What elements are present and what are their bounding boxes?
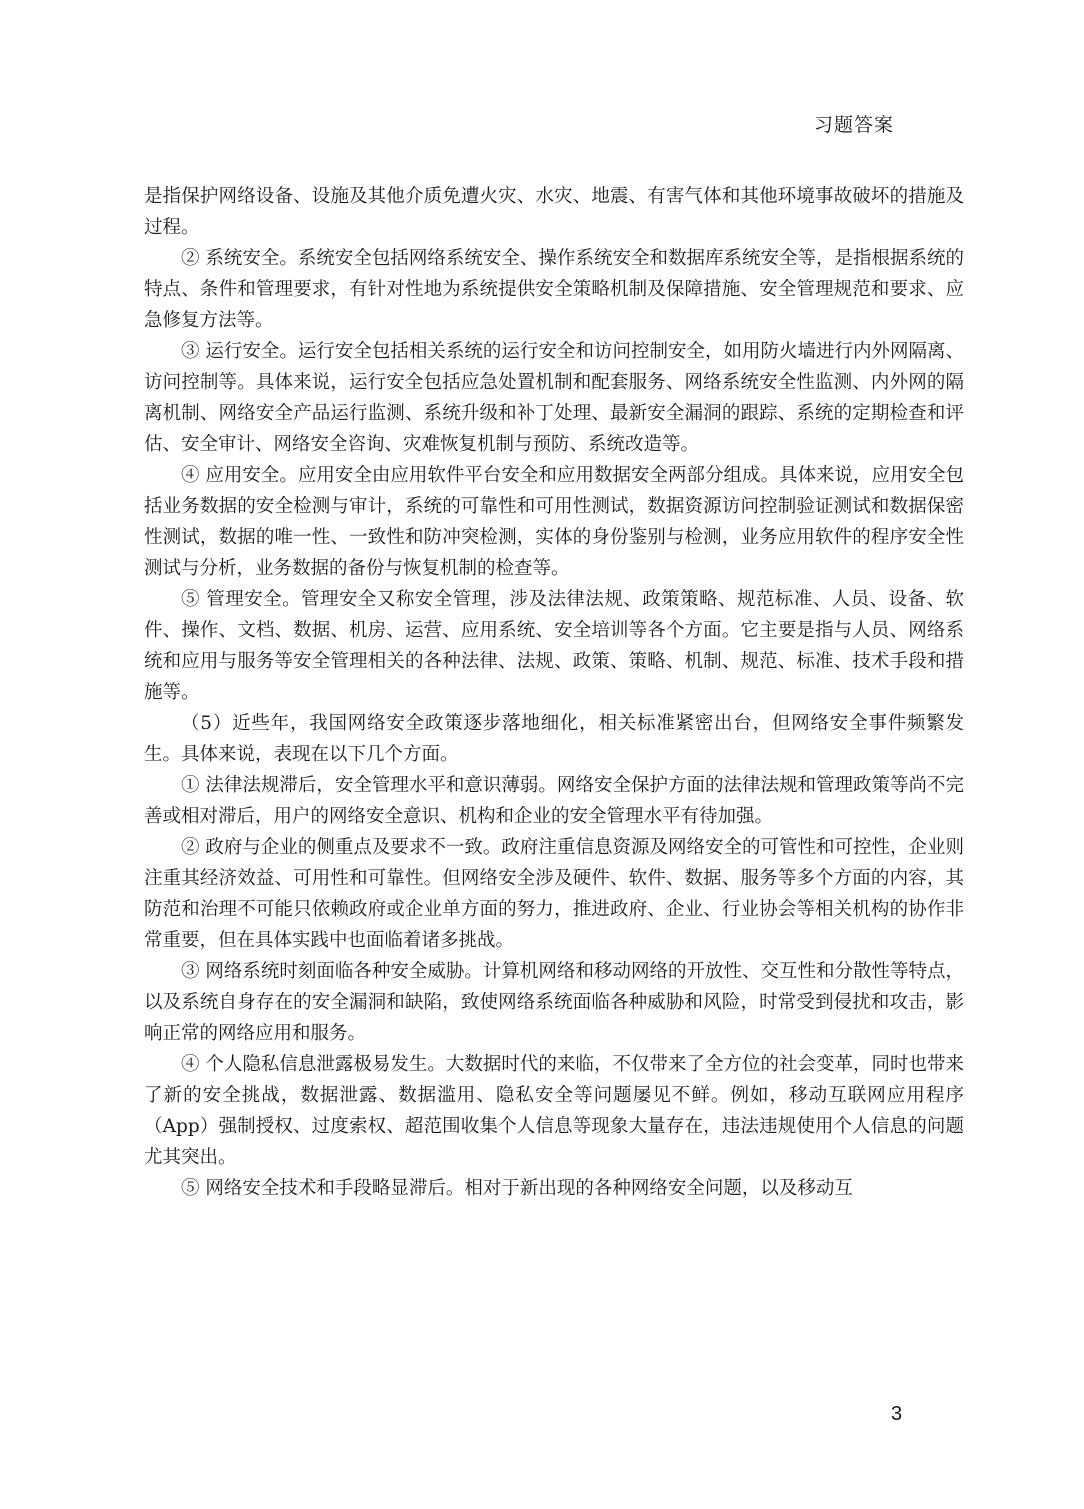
page-number: 3 bbox=[891, 1403, 903, 1425]
paragraph-operation-security: ③ 运行安全。运行安全包括相关系统的运行安全和访问控制安全，如用防火墙进行内外网隔离、访问控制等。具体来说，运行安全包括应急处置机制和配套服务、网络系统安全性监测、内外网的隔离机制、网络安全产品运行监测、系统升级和补丁处理、最新安全漏洞的跟踪、系统的定期检查和评估、安全审计、网络安全咨询、灾难恢复机制与预防、系统改造等。 bbox=[144, 341, 964, 455]
page-body bbox=[144, 181, 964, 1204]
paragraph-network-threats: ③ 网络系统时刻面临各种安全威胁。计算机网络和移动网络的开放性、交互性和分散性等特点，以及系统自身存在的安全漏洞和缺陷，致使网络系统面临各种威胁和风险，时常受到侵扰和攻击，影响正常的网络应用和服务。 bbox=[144, 961, 964, 1044]
paragraph-government-enterprise: ② 政府与企业的侧重点及要求不一致。政府注重信息资源及网络安全的可管性和可控性，企业则注重其经济效益、可用性和可靠性。但网络安全涉及硬件、软件、数据、服务等多个方面的内容，其防范和治理不可能只依赖政府或企业单方面的努力，推进政府、企业、行业协会等相关机构的协作非常重要，但在具体实践中也面临着诸多挑战。 bbox=[144, 837, 964, 951]
paragraph-question-5: （5）近些年，我国网络安全政策逐步落地细化，相关标准紧密出台，但网络安全事件频繁发生。具体来说，表现在以下几个方面。 bbox=[144, 713, 964, 765]
running-header: 习题答案 bbox=[813, 114, 894, 136]
paragraph-continued: 是指保护网络设备、设施及其他介质免遭火灾、水灾、地震、有害气体和其他环境事故破坏的措施及过程。 bbox=[144, 186, 964, 238]
paragraph-system-security: ② 系统安全。系统安全包括网络系统安全、操作系统安全和数据库系统安全等，是指根据系统的特点、条件和管理要求，有针对性地为系统提供安全策略机制及保障措施、安全管理规范和要求、应急修复方法等。 bbox=[144, 248, 964, 331]
paragraph-laws-lagging: ① 法律法规滞后，安全管理水平和意识薄弱。网络安全保护方面的法律法规和管理政策等尚不完善或相对滞后，用户的网络安全意识、机构和企业的安全管理水平有待加强。 bbox=[144, 775, 964, 827]
paragraph-application-security: ④ 应用安全。应用安全由应用软件平台安全和应用数据安全两部分组成。具体来说，应用安全包括业务数据的安全检测与审计，系统的可靠性和可用性测试，数据资源访问控制验证测试和数据保密性测试，数据的唯一性、一致性和防冲突检测，实体的身份鉴别与检测，业务应用软件的程序安全性测试与分析，业务数据的备份与恢复机制的检查等。 bbox=[144, 465, 964, 579]
paragraph-technology-lagging: ⑤ 网络安全技术和手段略显滞后。相对于新出现的各种网络安全问题，以及移动互 bbox=[181, 1178, 853, 1199]
paragraph-privacy-leak: ④ 个人隐私信息泄露极易发生。大数据时代的来临，不仅带来了全方位的社会变革，同时也带来了新的安全挑战，数据泄露、数据滥用、隐私安全等问题屡见不鲜。例如，移动互联网应用程序（App）强制授权、过度索权、超范围收集个人信息等现象大量存在，违法违规使用个人信息的问题尤其突出。 bbox=[144, 1054, 964, 1168]
paragraph-management-security: ⑤ 管理安全。管理安全又称安全管理，涉及法律法规、政策策略、规范标准、人员、设备、软件、操作、文档、数据、机房、运营、应用系统、安全培训等各个方面。它主要是指与人员、网络系统和应用与服务等安全管理相关的各种法律、法规、政策、策略、机制、规范、标准、技术手段和措施等。 bbox=[144, 589, 964, 703]
